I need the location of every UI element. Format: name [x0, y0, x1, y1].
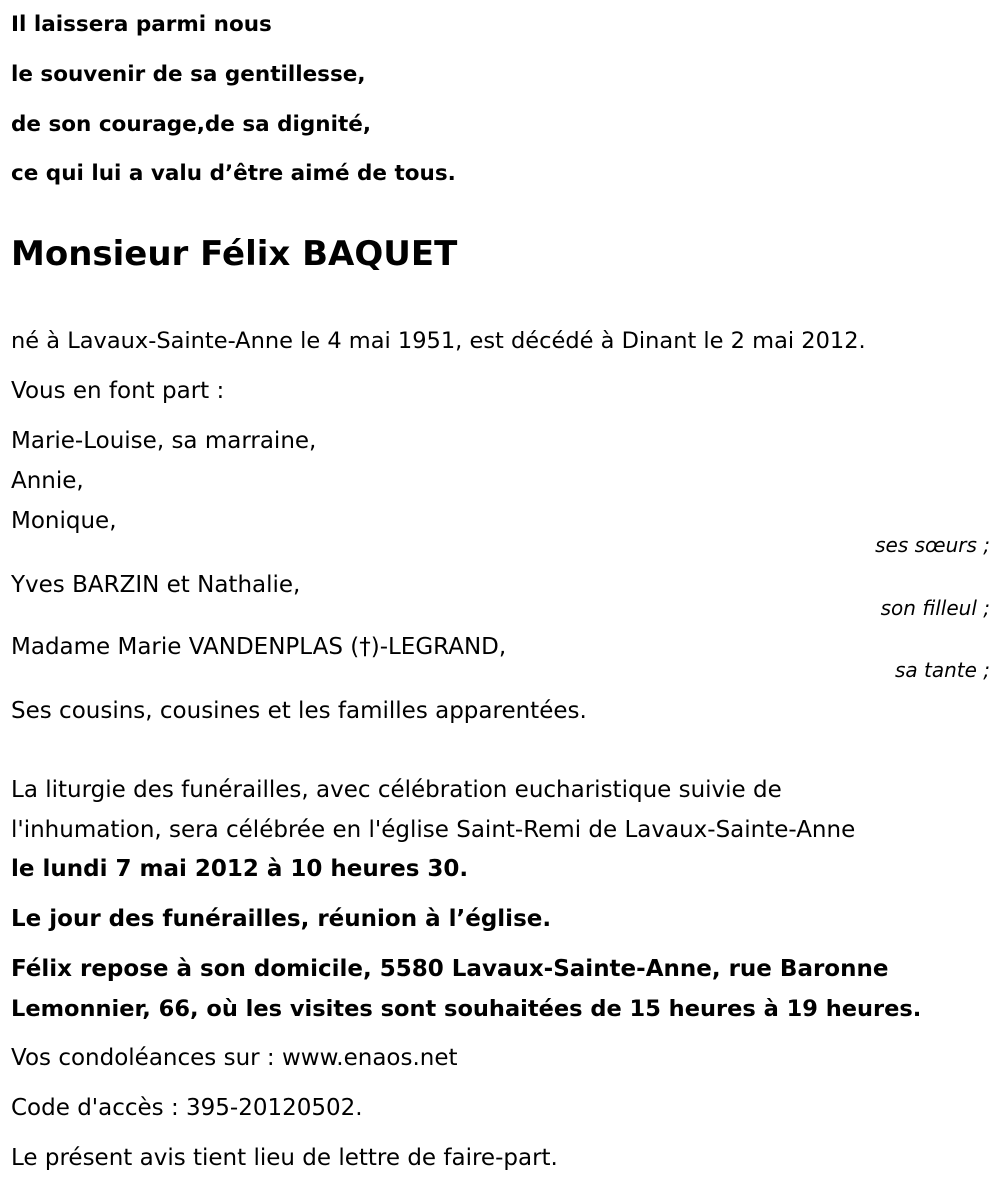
extended-family: Ses cousins, cousines et les familles apparentées. [11, 698, 587, 724]
notice-statement: Le présent avis tient lieu de lettre de faire-part. [11, 1145, 558, 1171]
repose-line-2: Lemonnier, 66, où les visites sont souhaitées de 15 heures à 19 heures. [11, 996, 922, 1022]
epitaph-line-2: le souvenir de sa gentillesse, [11, 62, 366, 87]
family-member: Annie, [11, 468, 84, 494]
condolences-link[interactable]: Vos condoléances sur : www.enaos.net [11, 1045, 458, 1071]
birth-death-details: né à Lavaux-Sainte-Anne le 4 mai 1951, est décédé à Dinant le 2 mai 2012. [11, 328, 866, 354]
family-relation: ses sœurs ; [875, 533, 990, 557]
liturgy-line-2: l'inhumation, sera célébrée en l'église Saint-Remi de Lavaux-Sainte-Anne [11, 817, 856, 843]
family-member: Marie-Louise, sa marraine, [11, 428, 317, 454]
deceased-name: Monsieur Félix BAQUET [11, 234, 458, 274]
epitaph-line-1: Il laissera parmi nous [11, 12, 272, 37]
liturgy-line-1: La liturgie des funérailles, avec célébration eucharistique suivie de [11, 777, 782, 803]
family-relation: sa tante ; [894, 658, 990, 682]
epitaph-line-4: ce qui lui a valu d’être aimé de tous. [11, 161, 456, 186]
family-member: Yves BARZIN et Nathalie, [11, 572, 301, 598]
epitaph-line-3: de son courage,de sa dignité, [11, 112, 371, 137]
family-relation: son filleul ; [880, 596, 990, 620]
family-member: Monique, [11, 508, 117, 534]
announcement-intro: Vous en font part : [11, 378, 225, 404]
repose-line-1: Félix repose à son domicile, 5580 Lavaux-Sainte-Anne, rue Baronne [11, 956, 889, 982]
meeting-note: Le jour des funérailles, réunion à l’église. [11, 906, 552, 932]
funeral-date: le lundi 7 mai 2012 à 10 heures 30. [11, 856, 469, 882]
access-code: Code d'accès : 395-20120502. [11, 1095, 363, 1121]
family-member: Madame Marie VANDENPLAS (†)-LEGRAND, [11, 634, 507, 660]
